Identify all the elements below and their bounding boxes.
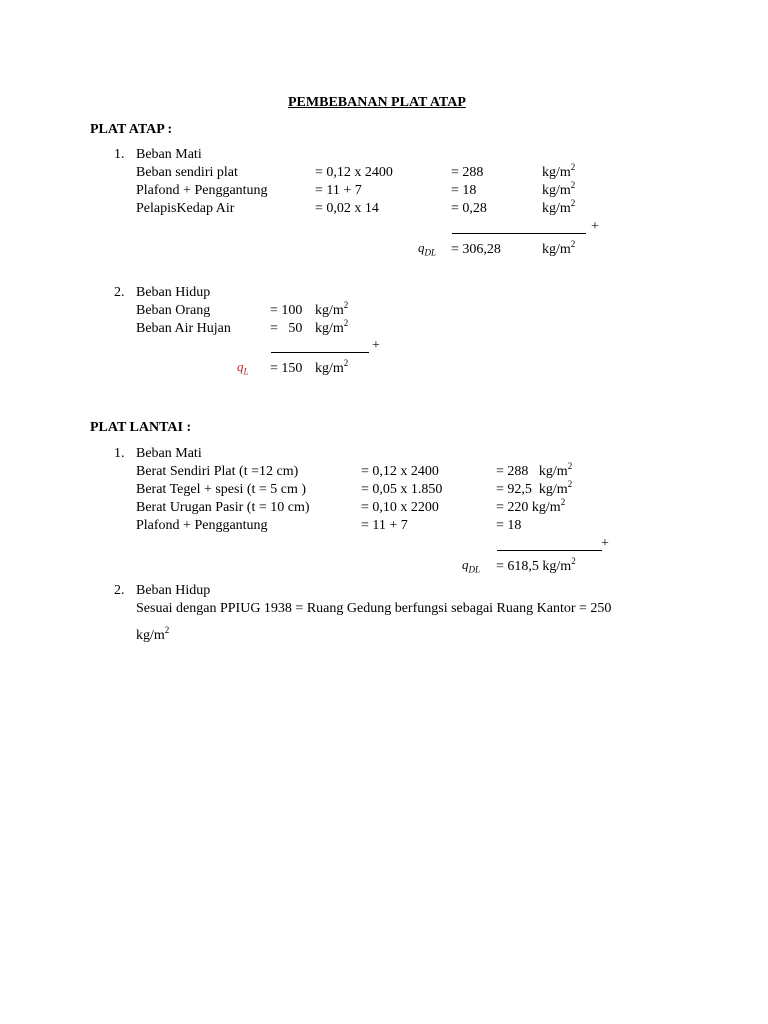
load-result: = 288 $kg/m^2$ (496, 461, 573, 479)
load-result: = 220 $kg/m^2$ (496, 497, 566, 515)
total-value: = 150 (270, 361, 303, 376)
total-unit: $kg/m^2$ (542, 239, 576, 257)
load-name: Beban sendiri plat (136, 165, 238, 180)
list-number: 1. (114, 147, 125, 162)
load-name: Beban Orang (136, 303, 211, 318)
subsection-label: Beban Hidup (136, 583, 211, 598)
live-load-unit: $kg/m^2$ (136, 625, 170, 643)
live-load-description: Sesuai dengan PPIUG 1938 = Ruang Gedung berfungsi sebagai Ruang Kantor = 250 (136, 601, 612, 616)
load-result: = 288 (451, 165, 484, 180)
load-name: Berat Sendiri Plat (t =12 cm) (136, 464, 299, 479)
load-result: = 92,5 $kg/m^2$ (496, 479, 573, 497)
load-name: PelapisKedap Air (136, 201, 235, 216)
sum-line (497, 550, 602, 551)
list-number: 1. (114, 446, 125, 461)
subsection-label: Beban Hidup (136, 285, 211, 300)
list-number: 2. (114, 285, 125, 300)
load-formula: = 0,02 x 14 (315, 201, 379, 216)
load-formula: = 0,05 x 1.850 (361, 482, 443, 497)
load-result: = 0,28 (451, 201, 487, 216)
sum-line (271, 352, 369, 353)
total-value: = 618,5 $kg/m^2$ (496, 556, 576, 574)
load-unit: $kg/m^2$ (315, 300, 349, 318)
load-unit: $kg/m^2$ (542, 162, 576, 180)
load-result: = 18 (451, 183, 477, 198)
load-result: = 18 (496, 518, 522, 533)
load-unit: $kg/m^2$ (542, 180, 576, 198)
load-value: = 50 (270, 321, 303, 336)
load-formula: = 0,10 x 2200 (361, 500, 439, 515)
page-title: PEMBEBANAN PLAT ATAP (288, 95, 466, 110)
load-formula: = 0,12 x 2400 (361, 464, 439, 479)
load-formula: = 11 + 7 (361, 518, 408, 533)
load-name: Berat Tegel + spesi (t = 5 cm ) (136, 482, 307, 497)
subsection-label: Beban Mati (136, 446, 202, 461)
load-name: Plafond + Penggantung (136, 183, 268, 198)
load-unit: $kg/m^2$ (315, 318, 349, 336)
load-name: Plafond + Penggantung (136, 518, 268, 533)
q-dl-symbol: $q_{DL}$ (418, 240, 437, 258)
load-value: = 100 (270, 303, 303, 318)
plus-sign: + (601, 536, 609, 551)
sum-line (452, 233, 586, 234)
load-name: Beban Air Hujan (136, 321, 231, 336)
section-heading-plat-atap: PLAT ATAP : (90, 122, 173, 137)
subsection-label: Beban Mati (136, 147, 202, 162)
total-value: = 306,28 (451, 242, 501, 257)
list-number: 2. (114, 583, 125, 598)
total-unit: $kg/m^2$ (315, 358, 349, 376)
q-dl-symbol: $q_{DL}$ (462, 557, 481, 575)
section-heading-plat-lantai: PLAT LANTAI : (90, 420, 192, 435)
load-formula: = 0,12 x 2400 (315, 165, 393, 180)
plus-sign: + (591, 219, 599, 234)
plus-sign: + (372, 338, 380, 353)
load-unit: $kg/m^2$ (542, 198, 576, 216)
load-name: Berat Urugan Pasir (t = 10 cm) (136, 500, 310, 515)
load-formula: = 11 + 7 (315, 183, 362, 198)
q-l-symbol: $q_L$ (237, 359, 249, 377)
